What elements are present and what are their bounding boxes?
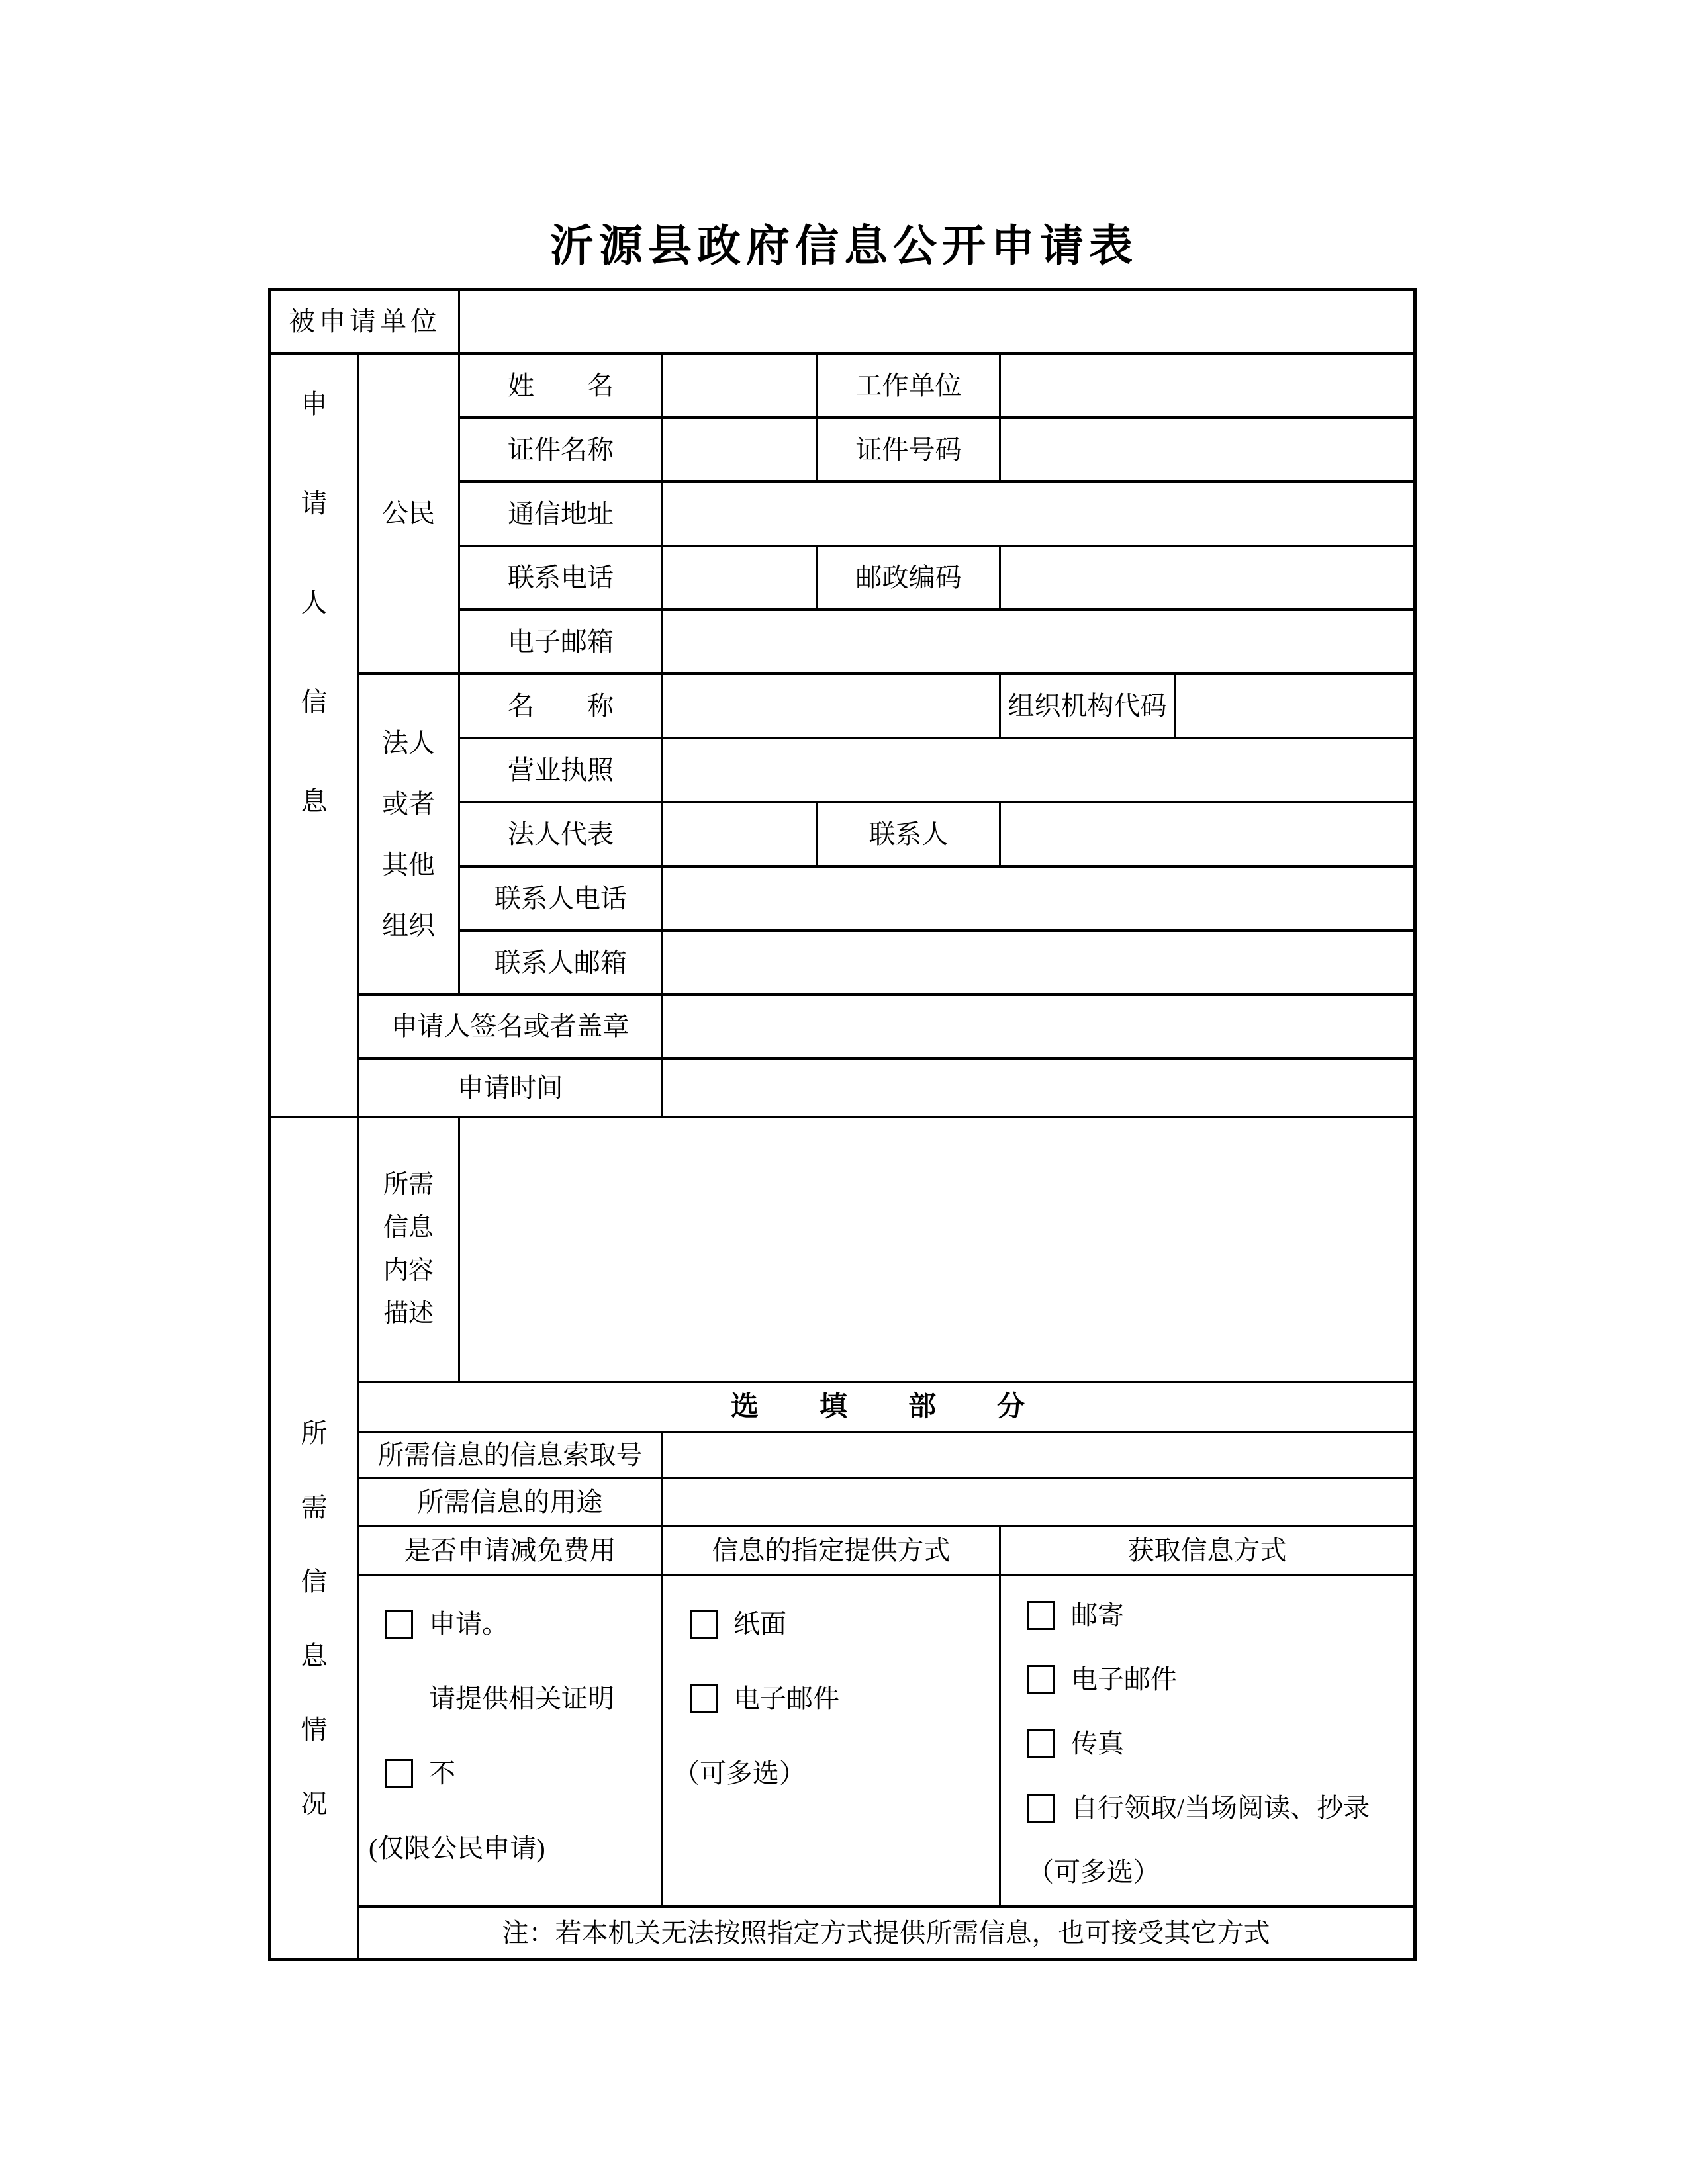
form-title: 沂源县政府信息公开申请表 [550,222,1138,271]
optional-part-header: 选 填 部 分 [359,1383,1413,1433]
option-obtain-fax [1027,1711,1124,1776]
org-code-value[interactable] [1176,675,1413,739]
name-value[interactable] [663,355,818,419]
fee-options-cell [359,1576,663,1908]
work-unit-label: 工作单位 [818,355,1001,419]
checkbox-provide-email-icon[interactable] [690,1684,718,1713]
option-fee-apply [385,1586,508,1661]
legal-rep-value[interactable] [663,803,818,868]
work-unit-value[interactable] [1001,355,1413,419]
applicant-info-section-text: 申请人信息 [301,389,328,816]
signature-value[interactable] [663,996,1413,1060]
option-provide-paper [690,1586,786,1661]
address-value[interactable] [663,483,1413,547]
org-name-label: 名 称 [460,675,663,739]
checkbox-obtain-mail-icon[interactable] [1027,1601,1055,1630]
obtain-method-header: 获取信息方式 [1001,1527,1413,1576]
provide-method-header: 信息的指定提供方式 [663,1527,1001,1576]
application-form-table [268,288,1417,1961]
checkbox-obtain-fax-icon[interactable] [1027,1729,1055,1758]
legal-rep-label: 法人代表 [460,803,663,868]
option-provide-email [690,1661,839,1736]
provide-options-cell [663,1576,1001,1908]
org-code-label: 组织机构代码 [1001,675,1176,739]
option-obtain-email [1027,1647,1177,1711]
applicant-info-section-label [271,355,359,1118]
contact-value[interactable] [1001,803,1413,868]
legal-group-label [359,675,460,996]
option-obtain-email-label: 电子邮件 [1071,1664,1177,1694]
phone-label: 联系电话 [460,547,663,611]
option-fee-proof-note [429,1661,614,1736]
id-name-value[interactable] [663,419,818,483]
required-info-section-label [271,1118,359,1958]
applied-unit-value[interactable] [460,291,1413,355]
email-label: 电子邮箱 [460,611,663,675]
id-name-label: 证件名称 [460,419,663,483]
legal-group-text: 法人或者其他组织 [382,727,435,940]
obtain-options-cell [1001,1576,1413,1908]
checkbox-obtain-email-icon[interactable] [1027,1665,1055,1694]
apply-time-value[interactable] [663,1060,1413,1118]
option-fee-citizen-only-label: (仅限公民申请) [369,1833,545,1863]
contact-email-value[interactable] [663,932,1413,996]
option-provide-multi-label: （可多选） [673,1758,806,1788]
content-desc-text: 所需信息内容描述 [383,1171,434,1328]
postcode-label: 邮政编码 [818,547,1001,611]
signature-label: 申请人签名或者盖章 [359,996,663,1060]
checkbox-obtain-self-icon[interactable] [1027,1794,1055,1823]
id-number-value[interactable] [1001,419,1413,483]
option-provide-paper-label: 纸面 [733,1608,786,1639]
purpose-value[interactable] [663,1479,1413,1527]
option-fee-citizen-only-note [369,1811,545,1886]
option-fee-no [385,1736,455,1811]
applied-unit-label: 被申请单位 [271,291,460,355]
name-label: 姓 名 [460,355,663,419]
purpose-label: 所需信息的用途 [359,1479,663,1527]
option-obtain-mail-label: 邮寄 [1071,1600,1124,1630]
license-value[interactable] [663,739,1413,803]
address-label: 通信地址 [460,483,663,547]
contact-label: 联系人 [818,803,1001,868]
option-fee-no-label: 不 [429,1758,455,1788]
content-desc-value[interactable] [460,1118,1413,1383]
option-obtain-self-label: 自行领取/当场阅读、抄录 [1071,1792,1370,1823]
required-info-section-text: 所需信息情况 [301,1418,328,1819]
note-text: 注：若本机关无法按照指定方式提供所需信息，也可接受其它方式 [502,1917,1270,1948]
phone-value[interactable] [663,547,818,611]
citizen-group-label: 公民 [359,355,460,675]
id-number-label: 证件号码 [818,419,1001,483]
option-obtain-multi-label: （可多选） [1027,1856,1160,1887]
license-label: 营业执照 [460,739,663,803]
fee-reduction-header: 是否申请减免费用 [359,1527,663,1576]
option-obtain-multi-note [1027,1840,1160,1904]
contact-phone-value[interactable] [663,868,1413,932]
checkbox-provide-paper-icon[interactable] [690,1610,718,1639]
checkbox-fee-no-icon[interactable] [385,1759,413,1788]
option-obtain-mail [1027,1583,1124,1647]
contact-phone-label: 联系人电话 [460,868,663,932]
content-desc-label [359,1118,460,1383]
option-obtain-fax-label: 传真 [1071,1728,1124,1758]
index-number-label: 所需信息的信息索取号 [359,1433,663,1479]
option-fee-apply-label: 申请。 [429,1608,508,1639]
email-value[interactable] [663,611,1413,675]
org-name-value[interactable] [663,675,1001,739]
option-obtain-self [1027,1776,1370,1840]
option-provide-email-label: 电子邮件 [733,1683,839,1713]
index-number-value[interactable] [663,1433,1413,1479]
checkbox-fee-apply-icon[interactable] [385,1610,413,1639]
option-provide-multi-note [673,1736,806,1811]
postcode-value[interactable] [1001,547,1413,611]
contact-email-label: 联系人邮箱 [460,932,663,996]
apply-time-label: 申请时间 [359,1060,663,1118]
option-fee-proof-label: 请提供相关证明 [429,1683,614,1713]
